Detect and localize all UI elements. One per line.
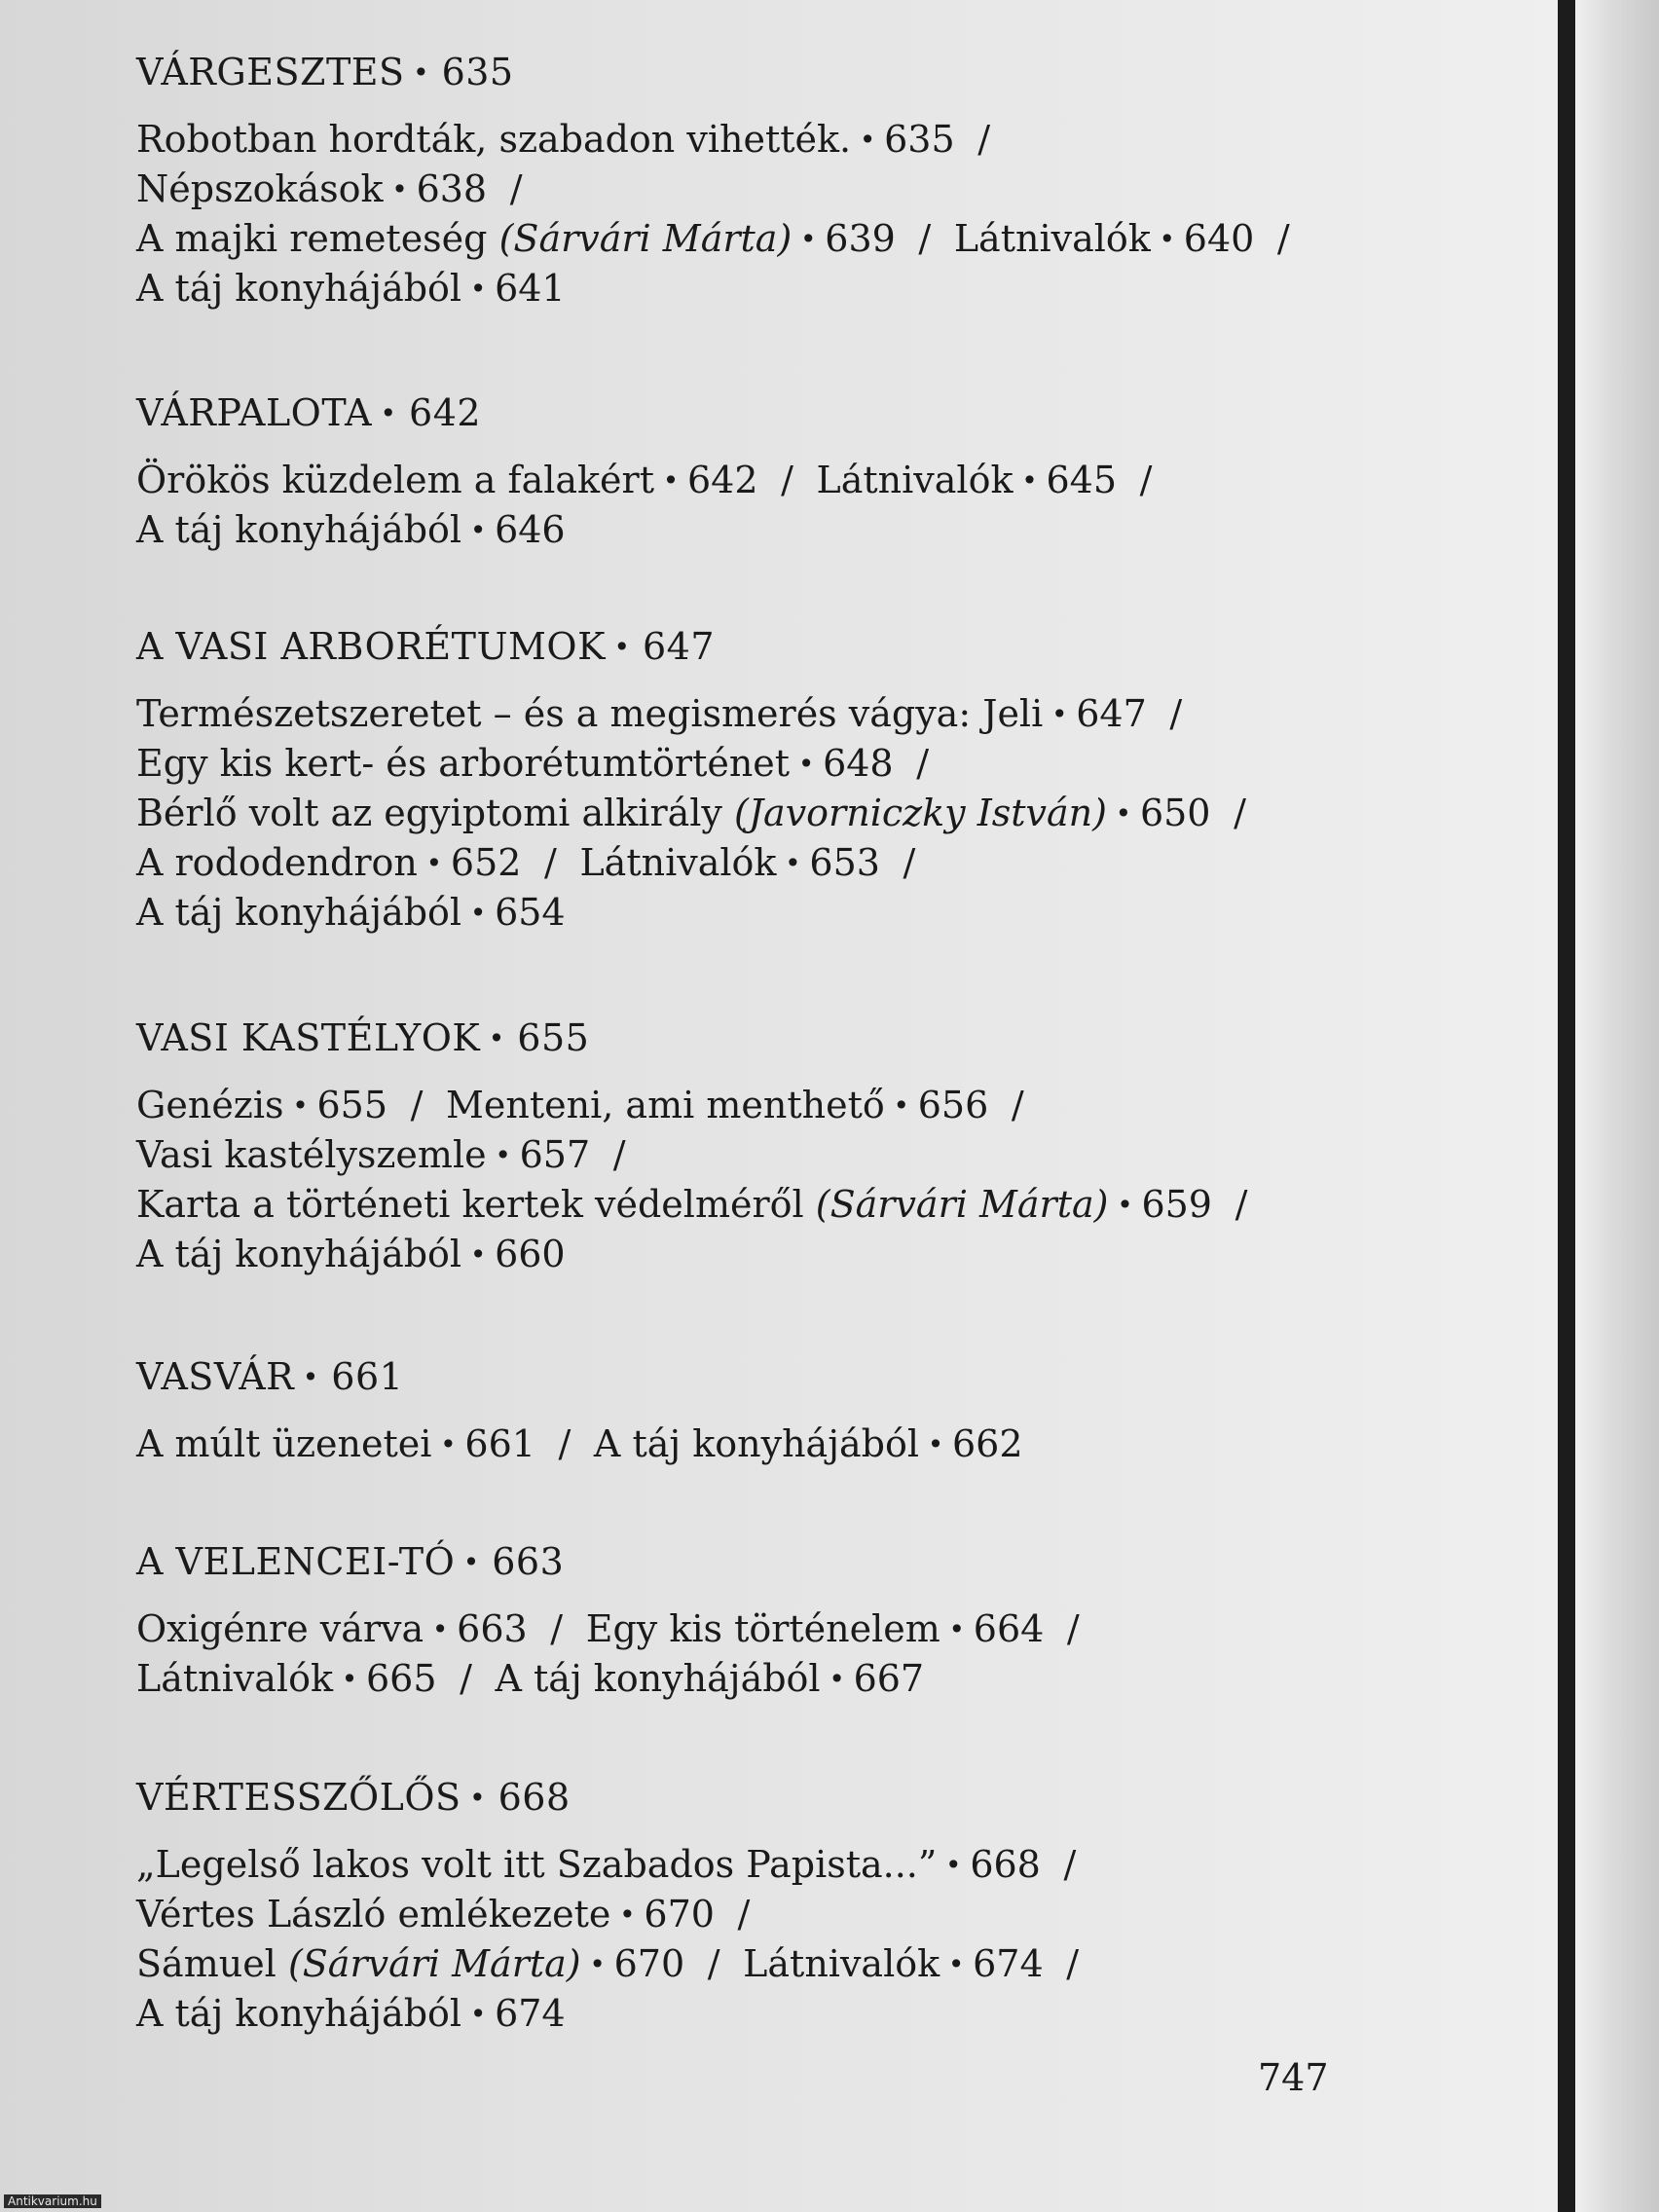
entry-title: A rododendron xyxy=(136,841,418,884)
toc-entry xyxy=(136,1084,446,1126)
entry-title: A táj konyhájából xyxy=(136,1992,462,2035)
entry-title: Robotban hordták, szabadon vihették. xyxy=(136,118,852,161)
entry-page: 635 xyxy=(884,118,955,161)
toc-entry xyxy=(136,792,1269,834)
entry-title: „Legelső lakos volt itt Szabados Papista...” xyxy=(136,1843,938,1886)
section-page: 668 xyxy=(498,1776,571,1819)
toc-section xyxy=(136,47,1402,313)
bullet-icon: • xyxy=(859,124,876,156)
section-page: 642 xyxy=(409,391,482,434)
separator-slash: / xyxy=(1063,1843,1077,1886)
toc-entry xyxy=(136,742,952,785)
toc-line xyxy=(136,264,1402,313)
entry-title: Egy kis történelem xyxy=(585,1607,940,1650)
toc-line xyxy=(136,1890,1402,1939)
bullet-icon: • xyxy=(341,1663,358,1695)
section-heading xyxy=(136,1536,1402,1587)
entry-page: 640 xyxy=(1183,217,1255,260)
toc-entry xyxy=(817,459,1176,501)
section-title: VÁRGESZTES xyxy=(136,51,405,93)
entry-title: Menteni, ami menthető xyxy=(446,1084,885,1126)
toc-entry xyxy=(579,841,939,884)
entry-page: 642 xyxy=(686,459,758,501)
bullet-icon: • xyxy=(469,897,487,929)
bullet-icon: • xyxy=(927,1428,944,1460)
toc-entry xyxy=(136,1183,1271,1226)
entry-page: 641 xyxy=(495,267,566,310)
separator-slash: / xyxy=(558,1422,571,1465)
entry-title: Bérlő volt az egyiptomi alkirály xyxy=(136,792,722,834)
toc-entry xyxy=(136,167,545,210)
bullet-icon: • xyxy=(488,1022,505,1054)
toc-entry xyxy=(954,217,1313,260)
separator-slash: / xyxy=(977,118,991,161)
section-page: 647 xyxy=(642,625,715,668)
toc-line xyxy=(136,689,1402,739)
entry-title: Örökös küzdelem a falakért xyxy=(136,459,654,501)
bullet-icon: • xyxy=(425,847,443,879)
section-title: VASI KASTÉLYOK xyxy=(136,1016,481,1059)
entry-page: 667 xyxy=(853,1657,925,1700)
separator-slash: / xyxy=(550,1607,564,1650)
toc-entry xyxy=(446,1084,1047,1126)
bullet-icon: • xyxy=(440,1428,457,1460)
separator-slash: / xyxy=(781,459,793,501)
bullet-icon: • xyxy=(800,223,817,255)
entry-title: Vértes László emlékezete xyxy=(136,1893,611,1936)
toc-line xyxy=(136,1654,1402,1704)
entry-title: A múlt üzenetei xyxy=(136,1422,432,1465)
entry-page: 663 xyxy=(457,1607,528,1650)
entry-page: 670 xyxy=(613,1942,685,1985)
toc-line xyxy=(136,214,1402,264)
bullet-icon: • xyxy=(431,1613,449,1645)
entry-page: 661 xyxy=(464,1422,535,1465)
entry-title: Látnivalók xyxy=(579,841,777,884)
bullet-icon: • xyxy=(292,1089,309,1122)
bullet-icon: • xyxy=(829,1663,845,1695)
toc-entry xyxy=(136,692,1205,735)
toc-entry xyxy=(743,1942,1102,1985)
section-heading xyxy=(136,47,1402,97)
entry-page: 664 xyxy=(973,1607,1045,1650)
toc-entry xyxy=(594,1422,1023,1465)
separator-slash: / xyxy=(918,217,932,260)
bullet-icon: • xyxy=(613,631,631,663)
toc-entry xyxy=(136,118,1014,161)
section-page: 663 xyxy=(492,1540,565,1583)
bullet-icon: • xyxy=(462,1546,480,1578)
toc-section xyxy=(136,621,1402,938)
entry-title: Egy kis kert- és arborétumtörténet xyxy=(136,742,791,785)
toc-entry xyxy=(136,1657,496,1700)
page-number: 747 xyxy=(1258,2056,1329,2099)
entry-page: 639 xyxy=(825,217,896,260)
bullet-icon: • xyxy=(469,1238,487,1271)
entry-page: 647 xyxy=(1076,692,1147,735)
toc-line xyxy=(136,456,1402,505)
toc-section xyxy=(136,1013,1402,1279)
entry-page: 655 xyxy=(316,1084,388,1126)
toc-entry xyxy=(136,459,817,501)
separator-slash: / xyxy=(916,742,930,785)
bullet-icon: • xyxy=(413,56,430,89)
section-title: A VASI ARBORÉTUMOK xyxy=(136,625,606,668)
separator-slash: / xyxy=(903,841,916,884)
toc-entry xyxy=(136,1422,594,1465)
separator-slash: / xyxy=(612,1133,626,1176)
entry-page: 656 xyxy=(917,1084,989,1126)
toc-line xyxy=(136,1130,1402,1180)
bullet-icon: • xyxy=(893,1089,909,1122)
book-edge xyxy=(1575,0,1659,2212)
entry-title: Karta a történeti kertek védelméről xyxy=(136,1183,804,1226)
bullet-icon: • xyxy=(469,514,487,546)
entry-title: Vasi kastélyszemle xyxy=(136,1133,487,1176)
entry-title: A táj konyhájából xyxy=(136,1233,462,1275)
bullet-icon: • xyxy=(589,1948,606,1980)
separator-slash: / xyxy=(737,1893,751,1936)
toc-entry xyxy=(136,1942,743,1985)
entry-page: 670 xyxy=(644,1893,715,1936)
separator-slash: / xyxy=(509,167,523,210)
bullet-icon: • xyxy=(469,273,487,305)
bullet-icon: • xyxy=(947,1948,965,1980)
separator-slash: / xyxy=(1276,217,1290,260)
toc-entry xyxy=(136,1893,773,1936)
toc-line xyxy=(136,1230,1402,1279)
entry-author: (Sárvári Márta) xyxy=(498,217,793,260)
entry-title: A majki remeteség xyxy=(136,217,488,260)
bullet-icon: • xyxy=(797,748,815,780)
separator-slash: / xyxy=(1011,1084,1024,1126)
entry-page: 650 xyxy=(1139,792,1211,834)
entry-page: 674 xyxy=(495,1992,566,2035)
toc-section xyxy=(136,1536,1402,1704)
bullet-icon: • xyxy=(945,1849,962,1881)
separator-slash: / xyxy=(1234,792,1246,834)
toc-entry xyxy=(136,267,566,310)
toc-line xyxy=(136,789,1402,838)
bullet-icon: • xyxy=(619,1899,636,1931)
watermark: Antikvarium.hu xyxy=(4,2194,101,2208)
entry-title: A táj konyhájából xyxy=(136,508,462,551)
toc-entry xyxy=(136,1607,586,1650)
entry-page: 674 xyxy=(973,1942,1044,1985)
entry-title: A táj konyhájából xyxy=(136,891,462,934)
entry-title: A táj konyhájából xyxy=(593,1422,919,1465)
entry-title: Oxigénre várva xyxy=(136,1607,424,1650)
bullet-icon: • xyxy=(948,1613,966,1645)
toc-entry xyxy=(136,1992,566,2035)
bullet-icon: • xyxy=(380,397,397,429)
section-heading xyxy=(136,1351,1402,1402)
entry-title: Látnivalók xyxy=(953,217,1151,260)
section-heading xyxy=(136,387,1402,438)
section-title: VÉRTESSZŐLŐS xyxy=(136,1776,461,1819)
bullet-icon: • xyxy=(1117,1189,1133,1221)
section-title: VÁRPALOTA xyxy=(136,391,373,434)
bullet-icon: • xyxy=(1115,797,1132,830)
entry-page: 657 xyxy=(519,1133,591,1176)
toc-line xyxy=(136,165,1402,214)
entry-page: 653 xyxy=(809,841,880,884)
entry-title: Látnivalók xyxy=(816,459,1014,501)
toc-line xyxy=(136,1180,1402,1230)
toc-line xyxy=(136,505,1402,555)
toc-entry xyxy=(136,891,566,934)
entry-page: 648 xyxy=(823,742,894,785)
section-page: 635 xyxy=(441,51,514,93)
toc-section xyxy=(136,1772,1402,2039)
toc-entry xyxy=(136,1843,1099,1886)
section-heading xyxy=(136,1013,1402,1063)
toc-line xyxy=(136,1419,1402,1469)
bullet-icon: • xyxy=(785,847,801,879)
entry-page: 646 xyxy=(495,508,566,551)
bullet-icon: • xyxy=(469,1998,487,2030)
toc-line xyxy=(136,1989,1402,2039)
entry-title: Látnivalók xyxy=(136,1657,333,1700)
entry-author: (Sárvári Márta) xyxy=(287,1942,581,1985)
entry-page: 668 xyxy=(970,1843,1041,1886)
entry-title: Genézis xyxy=(136,1084,284,1126)
separator-slash: / xyxy=(1066,1607,1080,1650)
section-heading xyxy=(136,621,1402,672)
toc-line xyxy=(136,1939,1402,1989)
toc-entry xyxy=(136,1233,566,1275)
entry-page: 638 xyxy=(416,167,488,210)
entry-author: (Sárvári Márta) xyxy=(815,1183,1109,1226)
toc-section xyxy=(136,1351,1402,1469)
toc-section xyxy=(136,387,1402,555)
entry-page: 652 xyxy=(450,841,522,884)
section-heading xyxy=(136,1772,1402,1823)
entry-page: 662 xyxy=(952,1422,1023,1465)
separator-slash: / xyxy=(707,1942,720,1985)
separator-slash: / xyxy=(1066,1942,1080,1985)
toc-line xyxy=(136,888,1402,938)
bullet-icon: • xyxy=(1051,698,1068,730)
bullet-icon: • xyxy=(662,464,680,497)
entry-title: Népszokások xyxy=(136,167,384,210)
bullet-icon: • xyxy=(302,1361,319,1393)
toc-entry xyxy=(136,217,954,260)
toc-line xyxy=(136,739,1402,789)
bullet-icon: • xyxy=(1159,223,1176,255)
separator-slash: / xyxy=(460,1657,472,1700)
bullet-icon: • xyxy=(391,173,408,205)
entry-page: 665 xyxy=(365,1657,437,1700)
book-spine-shadow xyxy=(1558,0,1575,2212)
toc-entry xyxy=(136,841,579,884)
toc-line xyxy=(136,115,1402,165)
separator-slash: / xyxy=(1139,459,1153,501)
entry-page: 660 xyxy=(495,1233,566,1275)
entry-title: Természetszeretet – és a megismerés vágya: Jeli xyxy=(136,692,1044,735)
entry-title: A táj konyhájából xyxy=(136,267,462,310)
section-page: 661 xyxy=(331,1355,404,1398)
section-title: VASVÁR xyxy=(136,1355,295,1398)
bullet-icon: • xyxy=(495,1139,511,1171)
toc-entry xyxy=(136,508,566,551)
entry-page: 659 xyxy=(1141,1183,1212,1226)
entry-author: (Javorniczky István) xyxy=(734,792,1107,834)
toc-line xyxy=(136,1604,1402,1654)
section-title: A VELENCEI-TÓ xyxy=(136,1540,456,1583)
separator-slash: / xyxy=(544,841,557,884)
toc-entry xyxy=(496,1657,925,1700)
entry-page: 645 xyxy=(1046,459,1118,501)
bullet-icon: • xyxy=(469,1782,487,1814)
entry-page: 654 xyxy=(495,891,566,934)
entry-title: Sámuel xyxy=(136,1942,276,1985)
entry-title: A táj konyhájából xyxy=(495,1657,821,1700)
separator-slash: / xyxy=(410,1084,424,1126)
toc-entry xyxy=(136,1133,648,1176)
toc-line xyxy=(136,838,1402,888)
entry-title: Látnivalók xyxy=(743,1942,940,1985)
bullet-icon: • xyxy=(1021,464,1038,497)
section-page: 655 xyxy=(517,1016,590,1059)
toc-line xyxy=(136,1840,1402,1890)
separator-slash: / xyxy=(1235,1183,1248,1226)
toc-entry xyxy=(586,1607,1103,1650)
separator-slash: / xyxy=(1169,692,1183,735)
toc-line xyxy=(136,1081,1402,1130)
